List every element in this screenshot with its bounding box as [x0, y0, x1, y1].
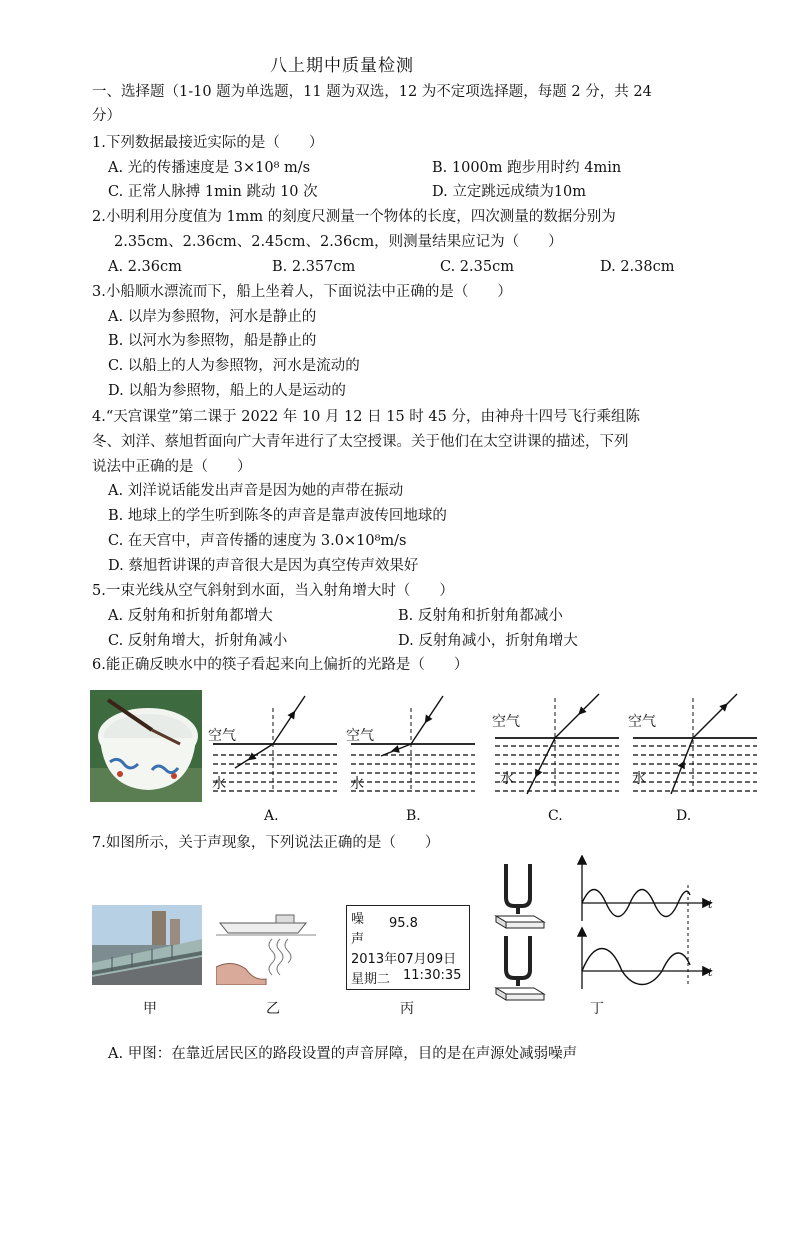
q1-option-a: A. 光的传播速度是 3×10⁸ m/s	[108, 160, 311, 176]
refraction-diagrams	[205, 688, 780, 803]
water-label-c: 水	[500, 771, 514, 787]
q5-option-a: A. 反射角和折射角都增大	[108, 608, 273, 624]
diagram-d	[633, 694, 757, 796]
meter-time: 11:30:35	[403, 968, 462, 983]
q4-option-a: A. 刘洋说话能发出声音是因为她的声带在振动	[108, 483, 404, 499]
q2-option-b: B. 2.357cm	[272, 259, 356, 275]
noise-meter-display	[346, 905, 470, 990]
tuning-fork-bottom-icon	[496, 936, 544, 1000]
meter-date: 2013年07月09日	[351, 952, 457, 967]
q3-stem: 3.小船顺水漂流而下，船上坐着人，下面说法中正确的是（ ）	[92, 284, 512, 300]
q6-stem: 6.能正确反映水中的筷子看起来向上偏折的光路是（ ）	[92, 657, 469, 673]
diagram-d-label: D.	[676, 808, 692, 824]
caption-jia: 甲	[143, 1001, 157, 1017]
q4-stem: 4.“天宫课堂”第二课于 2022 年 10 月 12 日 15 时 45 分，由神舟十四号飞行乘组陈	[92, 409, 640, 425]
air-label-d: 空气	[628, 714, 656, 730]
meter-label-top: 噪	[351, 912, 365, 927]
q5-option-d: D. 反射角减小，折射角增大	[398, 633, 578, 649]
q3-option-a: A. 以岸为参照物，河水是静止的	[108, 309, 317, 325]
caption-ding: 丁	[590, 1001, 604, 1017]
diagram-a	[213, 696, 337, 796]
q4-stem-cont2: 说法中正确的是（ ）	[92, 459, 252, 475]
q5-stem: 5.一束光线从空气斜射到水面，当入射角增大时（ ）	[92, 583, 454, 599]
q3-option-c: C. 以船上的人为参照物，河水是流动的	[108, 358, 360, 374]
waveform-graphs	[570, 855, 720, 990]
sound-barrier-photo	[92, 905, 202, 985]
boat-sonar-sketch	[216, 905, 316, 985]
water-label-d: 水	[632, 771, 646, 787]
q2-option-c: C. 2.35cm	[440, 259, 514, 275]
q2-option-d: D. 2.38cm	[600, 259, 675, 275]
air-label-c: 空气	[492, 714, 520, 730]
q4-stem-cont1: 冬、刘洋、蔡旭哲面向广大青年进行了太空授课。关于他们在太空讲课的描述，下列	[92, 434, 629, 450]
q1-stem: 1.下列数据最接近实际的是（ ）	[92, 135, 324, 151]
diagram-a-label: A.	[264, 808, 279, 824]
caption-bing: 丙	[400, 1001, 414, 1017]
tuning-fork-top-icon	[496, 864, 544, 928]
page-title: 八上期中质量检测	[270, 56, 414, 76]
q2-option-a: A. 2.36cm	[108, 259, 182, 275]
q1-option-b: B. 1000m 跑步用时约 4min	[432, 160, 622, 176]
water-label-b: 水	[350, 776, 364, 792]
air-label-b: 空气	[346, 728, 374, 744]
q4-option-b: B. 地球上的学生听到陈冬的声音是靠声波传回地球的	[108, 508, 447, 524]
axis-t-top: t	[708, 898, 713, 911]
q1-option-d: D. 立定跳远成绩为10m	[432, 184, 587, 200]
axis-t-bottom: t	[708, 966, 713, 979]
q4-option-c: C. 在天宫中，声音传播的速度为 3.0×10⁸m/s	[108, 533, 407, 549]
meter-weekday: 星期二	[351, 972, 391, 987]
q3-option-b: B. 以河水为参照物，船是静止的	[108, 333, 317, 349]
q5-option-c: C. 反射角增大，折射角减小	[108, 633, 288, 649]
q5-option-b: B. 反射角和折射角都减小	[398, 608, 563, 624]
q7-stem: 7.如图所示，关于声现象，下列说法正确的是（ ）	[92, 835, 440, 851]
water-label-a: 水	[212, 776, 226, 792]
q7-option-a: A. 甲图：在靠近居民区的路段设置的声音屏障，目的是在声源处减弱噪声	[108, 1046, 578, 1062]
air-label-a: 空气	[208, 728, 236, 744]
diagram-b	[351, 696, 475, 796]
diagram-b-label: B.	[406, 808, 421, 824]
q3-option-d: D. 以船为参照物，船上的人是运动的	[108, 383, 346, 399]
section-header: 一、选择题（1-10 题为单选题，11 题为双选，12 为不定项选择题，每题 2 分，共 24	[92, 84, 652, 100]
tuning-forks	[490, 860, 550, 1010]
diagram-c-label: C.	[548, 808, 563, 824]
q1-option-c: C. 正常人脉搏 1min 跳动 10 次	[108, 184, 318, 200]
meter-label-bottom: 声	[351, 932, 365, 947]
bowl-chopstick-photo	[90, 690, 202, 802]
q2-stem-cont: 2.35cm、2.36cm、2.45cm、2.36cm，则测量结果应记为（ ）	[114, 234, 563, 250]
section-header-cont: 分）	[92, 108, 121, 124]
q2-stem: 2.小明利用分度值为 1mm 的刻度尺测量一个物体的长度，四次测量的数据分别为	[92, 209, 616, 225]
meter-value: 95.8	[389, 916, 418, 931]
caption-yi: 乙	[266, 1001, 280, 1017]
q4-option-d: D. 蔡旭哲讲课的声音很大是因为真空传声效果好	[108, 558, 419, 574]
